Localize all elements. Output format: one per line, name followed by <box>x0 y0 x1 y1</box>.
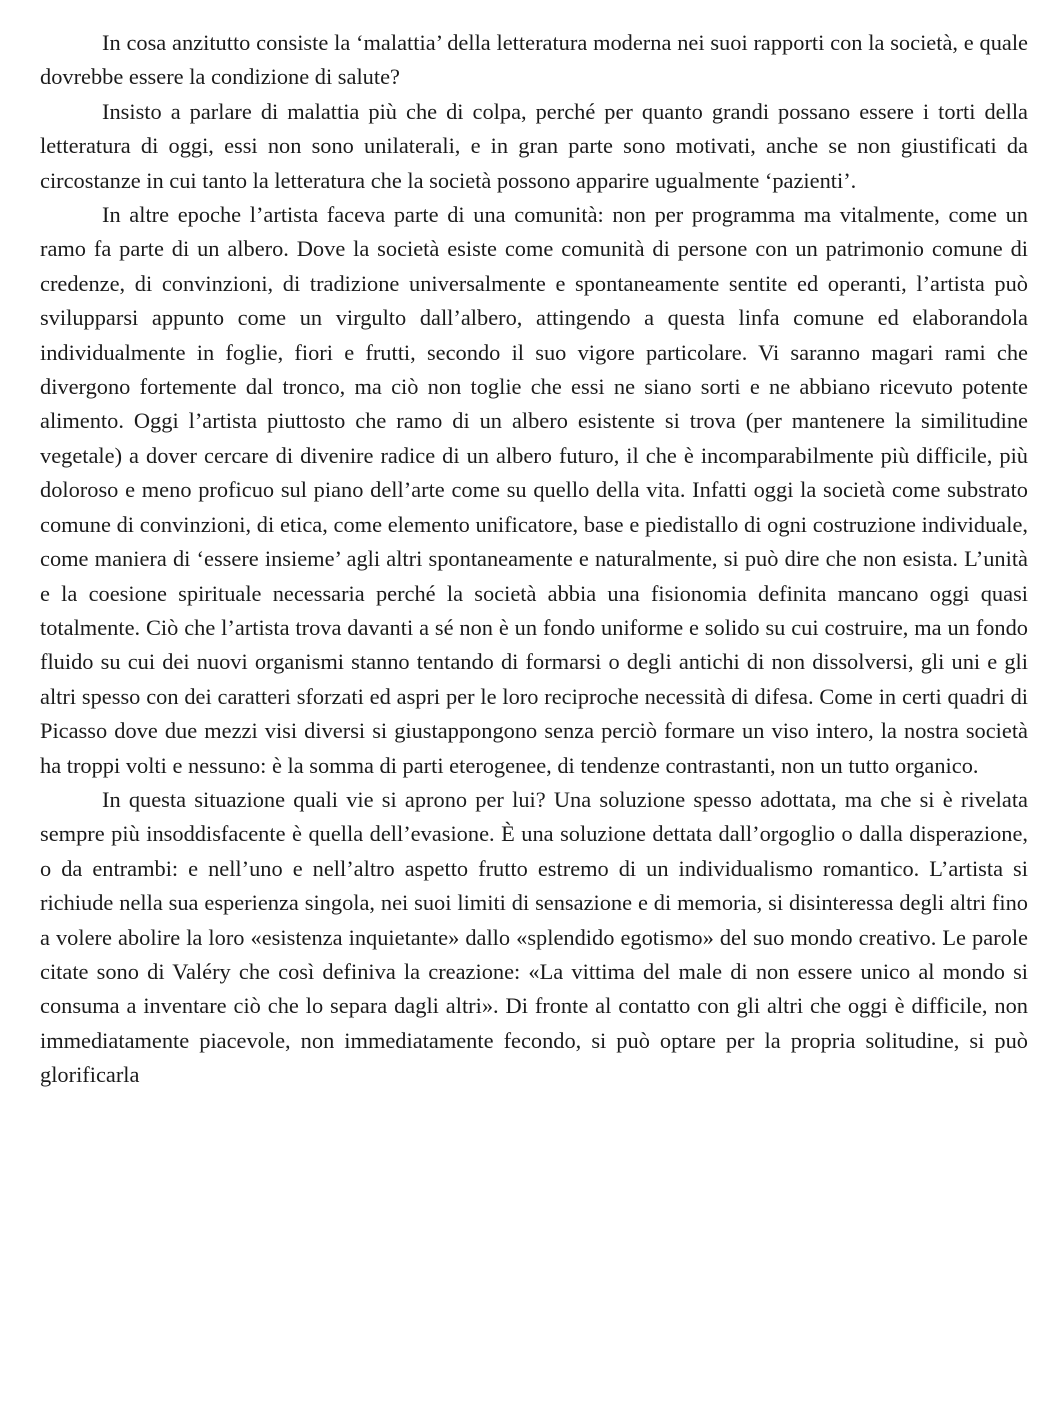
paragraph-3: In altre epoche l’artista faceva parte di una comunità: non per programma ma vitalmente, come un ramo fa parte di un albero. Dove la società esiste come comunità di persone con un patrimonio comune di credenze, di convinzioni, di tradizione universalmente e spontaneamente sentite ed operanti, l’artista può svilupparsi appunto come un virgulto dall’albero, attingendo a questa linfa comune ed elaborandola individualmente in foglie, fiori e frutti, secondo il suo vigore particolare. Vi saranno magari rami che divergono fortemente dal tronco, ma ciò non toglie che essi ne siano sorti e ne abbiano ricevuto potente alimento. Oggi l’artista piuttosto che ramo di un albero esistente si trova (per mantenere la similitudine vegetale) a dover cercare di divenire radice di un albero futuro, il che è incomparabilmente più difficile, più doloroso e meno proficuo sul piano dell’arte come su quello della vita. Infatti oggi la società come substrato comune di convinzioni, di etica, come elemento unificatore, base e piedistallo di ogni costruzione individuale, come maniera di ‘essere insieme’ agli altri spontaneamente e naturalmente, si può dire che non esista. L’unità e la coesione spirituale necessaria perché la società abbia una fisionomia definita mancano oggi quasi totalmente. Ciò che l’artista trova davanti a sé non è un fondo uniforme e solido su cui costruire, ma un fondo fluido su cui dei nuovi organismi stanno tentando di formarsi o degli antichi di non dissolversi, gli uni e gli altri spesso con dei caratteri sforzati ed aspri per le loro reciproche necessità di difesa. Come in certi quadri di Picasso dove due mezzi visi diversi si giustappongono senza perciò formare un viso intero, la nostra società ha troppi volti e nessuno: è la somma di parti eterogenee, di tendenze contrastanti, non un tutto organico. <box>40 202 1028 778</box>
paragraph-1: In cosa anzitutto consiste la ‘malattia’ della letteratura moderna nei suoi rapporti con la società, e quale dovrebbe essere la condizione di salute? <box>40 30 1028 90</box>
page-text <box>40 26 1028 1093</box>
paragraph-2: Insisto a parlare di malattia più che di colpa, perché per quanto grandi possano essere i torti della letteratura di oggi, essi non sono unilaterali, e in gran parte sono motivati, anche se non giustificati da circostanze in cui tanto la letteratura che la società possono apparire ugualmente ‘pazienti’. <box>40 98 1028 193</box>
paragraph-4: In questa situazione quali vie si aprono per lui? Una soluzione spesso adottata, ma che si è rivelata sempre più insoddisfacente è quella dell’evasione. È una soluzione dettata dall’orgoglio o dalla disperazione, o da entrambi: e nell’uno e nell’altro aspetto frutto estremo di un individualismo romantico. L’artista si richiude nella sua esperienza singola, nei suoi limiti di sensazione e di memoria, si disinteressa degli altri fino a volere abolire la loro «esistenza inquietante» dallo «splendido egotismo» del suo mondo creativo. Le parole citate sono di Valéry che così definiva la creazione: «La vittima del male di non essere unico al mondo si consuma a inventare ciò che lo separa dagli altri». Di fronte al contatto con gli altri che oggi è difficile, non immediatamente piacevole, non immediatamente fecondo, si può optare per la propria solitudine, si può glorificarla <box>40 786 1028 1088</box>
